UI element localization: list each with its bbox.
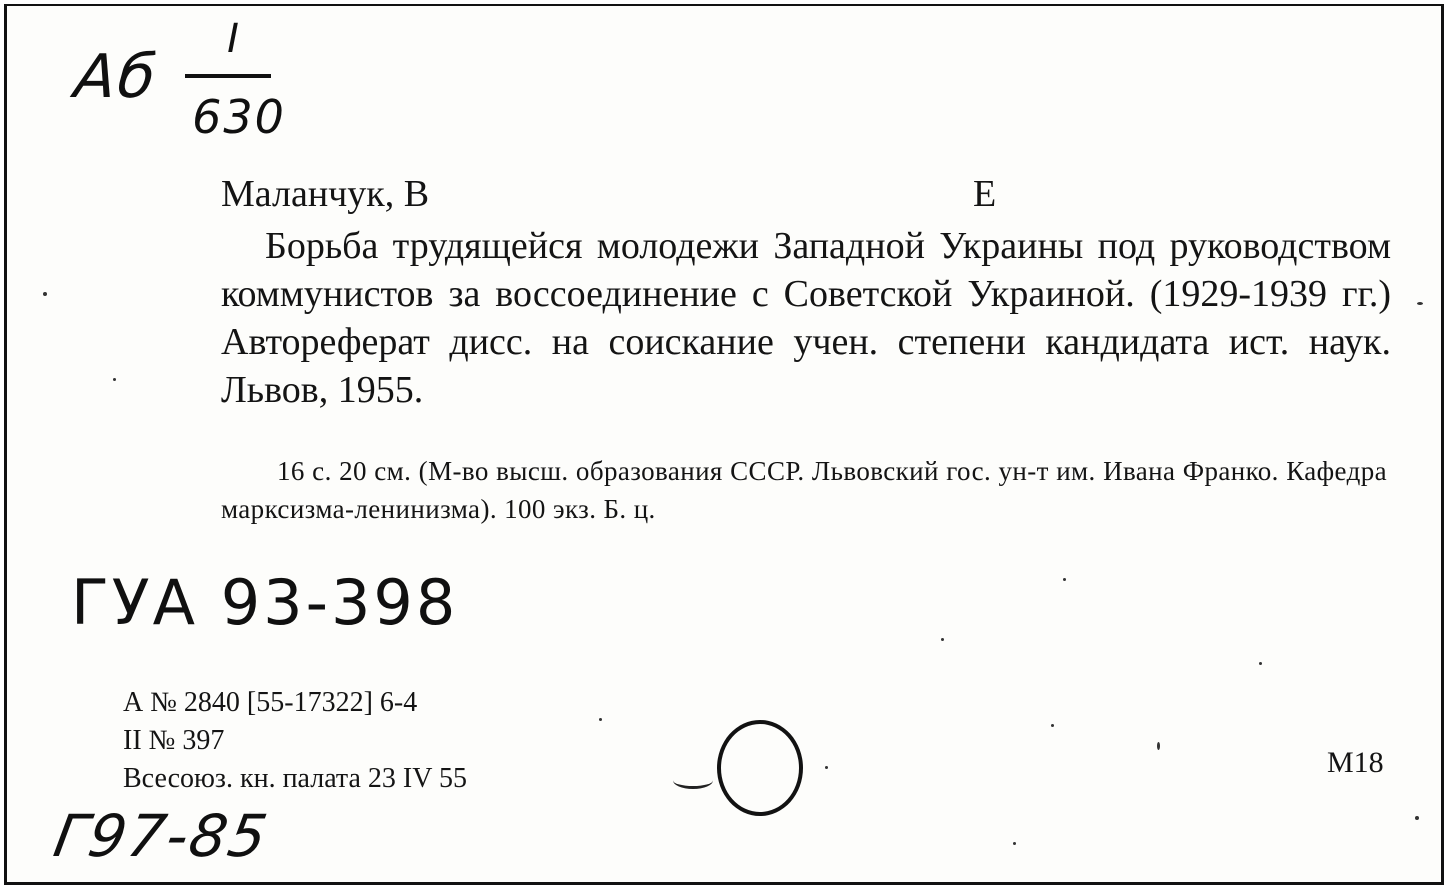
accession-number: ГУА 93-398 [71,566,459,639]
stamp-mark [673,772,713,789]
speck-mark [1063,578,1066,581]
handwritten-code: Г97-85 [49,802,274,870]
speck-mark [825,766,828,769]
speck-mark [1013,842,1016,845]
speck-mark [941,638,944,641]
speck-mark [1051,724,1054,727]
registration-line-3: Всесоюз. кн. палата 23 IV 55 [123,763,467,794]
speck-mark [113,378,116,381]
speck-mark [1157,742,1160,750]
speck-mark [1417,302,1423,305]
registration-line-2: II № 397 [123,725,225,756]
shelfmark-fraction-line [185,74,271,78]
author-initial: Е [973,173,997,215]
shelfmark-numerator: I [227,16,241,62]
collation-note: 16 с. 20 см. (М-во высш. образования СССР. Львовский гос. ун-т им. Ивана Франко. Кафедра марксизма-ленинизма). 100 экз. Б. ц. [221,456,1387,524]
speck-mark [1415,816,1419,820]
card-code: М18 [1327,746,1384,779]
author-name: Маланчук, В [221,173,430,215]
speck-mark [1259,662,1262,665]
registration-line-1: А № 2840 [55-17322] 6-4 [123,687,418,718]
speck-mark [43,292,47,296]
shelfmark-prefix: Аб [71,42,161,112]
catalog-card [4,4,1444,885]
speck-mark [599,718,602,721]
shelfmark-denominator: 630 [192,90,286,144]
title-description: Борьба трудящейся молодежи Западной Украины под руководством коммунистов за воссоединение с Советской Украиной. (1929-1939 гг.) Автореферат дисс. на соискание учен. степени кандидата ист. наук. Львов, 1955. [221,225,1391,411]
circle-stamp [717,720,803,816]
